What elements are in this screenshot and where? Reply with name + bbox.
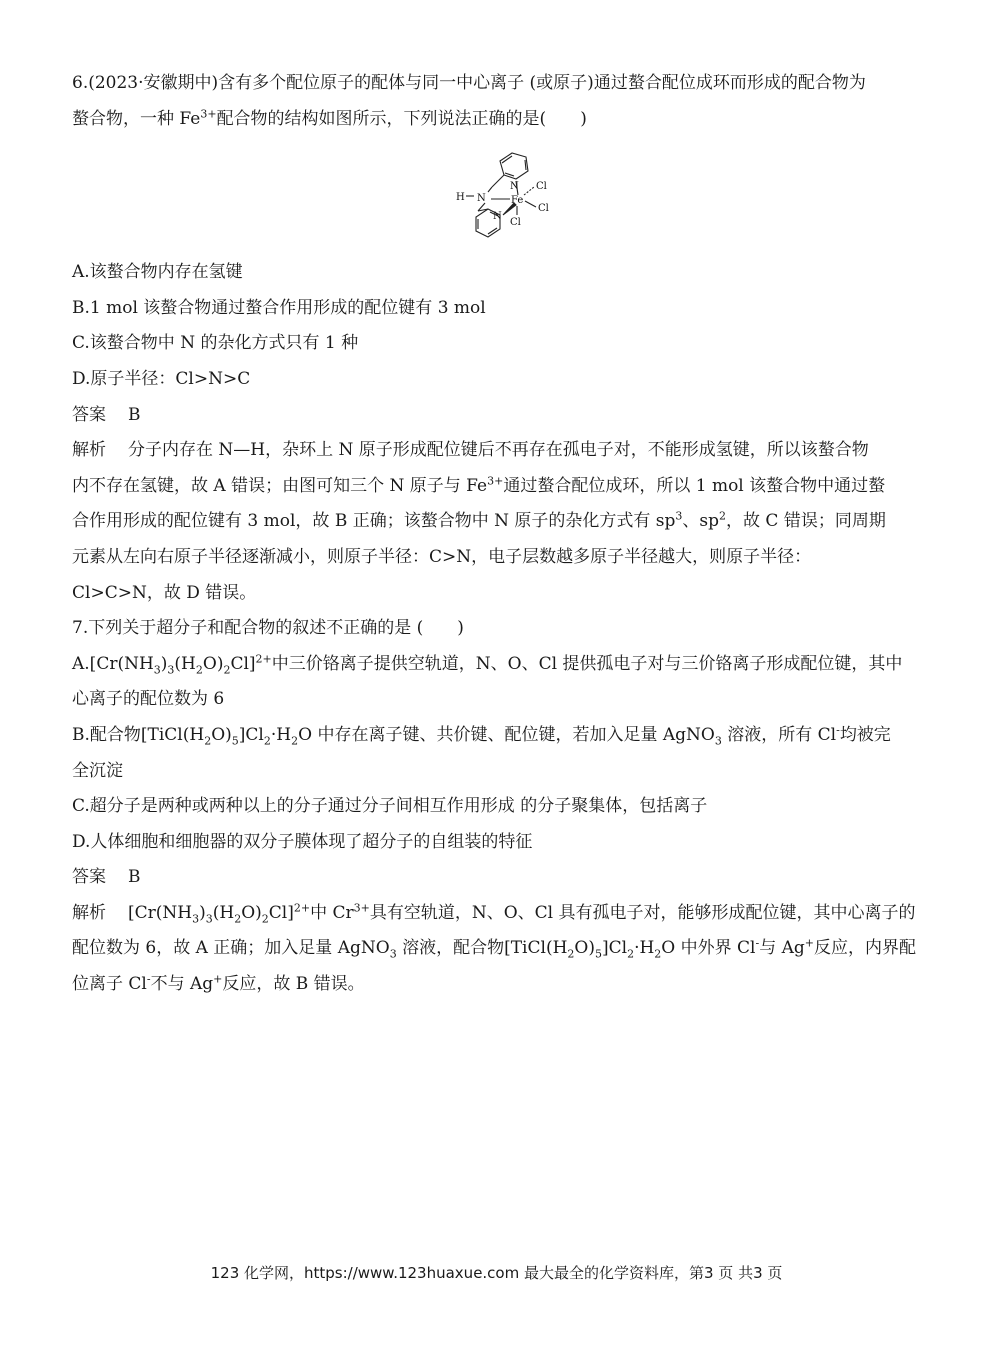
q6-explanation-line3: 合作用形成的配位键有 3 mol，故 B 正确；该螯合物中 N 原子的杂化方式有 $sp^3$、$sp^2$，故 C 错误；同周期	[72, 509, 886, 532]
q7-option-a-line2: 心离子的配位数为 6	[72, 689, 225, 710]
page-footer: 123 化学网，https://www.123huaxue.com 最大最全的化学资料库，第3 页 共3 页	[210, 1264, 783, 1282]
label-h: H	[456, 192, 465, 204]
q7-option-b-line2: 全沉淀	[72, 760, 123, 781]
label-cl-2: Cl	[538, 203, 549, 215]
q6-option-a: A.该螯合物内存在氢键	[72, 262, 243, 283]
fe-complex-structure-diagram	[448, 143, 558, 251]
q7-explanation-line1: 解析 $[Cr(NH_3)_3(H_2O)_2Cl]^{2+}$中 $Cr^{3+}$具有空轨道，N、O、Cl 具有孤电子对，能够形成配位键，其中心离子的	[72, 901, 916, 926]
q6-explanation-line4: 元素从左向右原子半径逐渐减小，则原子半径：C>N，电子层数越多原子半径越大，则原子半径：	[72, 546, 812, 567]
q6-explanation-line5: Cl>C>N，故 D 错误。	[72, 582, 257, 603]
q6-stem-line1: 6.(2023·安徽期中)含有多个配位原子的配体与同一中心离子 (或原子)通过螯合配位成环而形成的配合物为	[72, 73, 866, 93]
q7-option-c: C.超分子是两种或两种以上的分子通过分子间相互作用形成 的分子聚集体，包括离子	[72, 796, 708, 817]
label-n-amine: N	[477, 193, 486, 205]
q6-option-c: C.该螯合物中 N 的杂化方式只有 1 种	[72, 333, 359, 354]
q7-explanation-line3: 位离子 Cl-不与 Ag+反应，故 B 错误。	[72, 972, 365, 995]
label-n-top: N	[510, 181, 519, 193]
q7-option-d: D.人体细胞和细胞器的双分子膜体现了超分子的自组装的特征	[72, 831, 533, 852]
q6-stem-line2: 螯合物，一种 $Fe^{3+}$配合物的结构如图所示，下列说法正确的是( )	[72, 106, 587, 129]
q7-stem: 7.下列关于超分子和配合物的叙述不正确的是 ( )	[72, 618, 464, 639]
q7-option-a-line1: $A.[Cr(NH_3)_3(H_2O)_2Cl]^{2+}$中三价铬离子提供空轨道，N、O、Cl 提供孤电子对与三价铬离子形成配位键，其中	[72, 652, 903, 677]
label-n-bottom: N	[493, 211, 502, 223]
q7-explanation-line2: 配位数为 6，故 A 正确；加入足量 AgNO$_3$ 溶液，配合物$[TiCl(H_2O)_5]Cl_2\cdot H_2O$ 中外界 Cl-与 Ag+反应，内界配	[72, 936, 917, 961]
q7-answer: 答案 B	[72, 867, 141, 888]
q7-option-b-line1: B.配合物$[TiCl(H_2O)_5]Cl_2\cdot H_2O$ 中存在离子键、共价键、配位键，若加入足量 AgNO$_3$ 溶液，所有 Cl-均被完	[72, 723, 891, 748]
label-cl-3: Cl	[510, 217, 521, 229]
label-cl-1: Cl	[536, 181, 547, 193]
q6-explanation-line2: 内不存在氢键，故 A 错误；由图可知三个 N 原子与 $Fe^{3+}$通过螯合配位成环，所以 1 mol 该螯合物中通过螯	[72, 474, 886, 496]
q6-explanation-line1: 解析 分子内存在 N—H，杂环上 N 原子形成配位键后不再存在孤电子对，不能形成氢键，所以该螯合物	[72, 440, 869, 461]
q6-answer: 答案 B	[72, 404, 141, 425]
document-body	[72, 66, 922, 1003]
q6-option-d: D.原子半径：Cl>N>C	[72, 368, 251, 389]
q6-option-b: B.1 mol 该螯合物通过螯合作用形成的配位键有 3 mol	[72, 297, 486, 318]
label-fe: Fe	[511, 195, 524, 207]
